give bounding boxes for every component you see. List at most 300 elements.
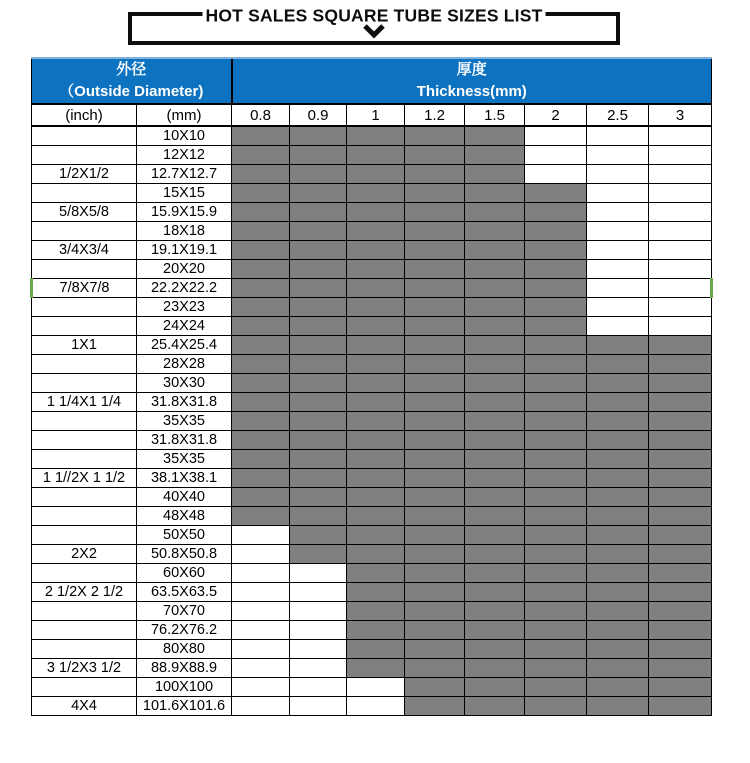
mm-size-cell: 70X70 [137, 601, 232, 620]
availability-cell [525, 126, 587, 145]
availability-cell [290, 696, 347, 715]
availability-cell [525, 620, 587, 639]
availability-cell [290, 202, 347, 221]
availability-cell [649, 316, 712, 335]
inch-size-cell [32, 354, 137, 373]
availability-cell [405, 544, 465, 563]
availability-cell [405, 316, 465, 335]
table-row [32, 411, 712, 430]
availability-cell [232, 677, 290, 696]
availability-cell [290, 677, 347, 696]
availability-cell [465, 145, 525, 164]
availability-cell [587, 183, 649, 202]
availability-cell [232, 430, 290, 449]
inch-size-cell [32, 506, 137, 525]
inch-size-cell [32, 430, 137, 449]
availability-cell [465, 202, 525, 221]
availability-cell [465, 164, 525, 183]
mm-size-cell: 10X10 [137, 126, 232, 145]
availability-cell [587, 696, 649, 715]
thickness-zh: 厚度 [456, 61, 487, 79]
availability-cell [347, 658, 405, 677]
inch-size-cell: 3 1/2X3 1/2 [32, 658, 137, 677]
availability-cell [649, 563, 712, 582]
availability-cell [465, 658, 525, 677]
availability-cell [290, 544, 347, 563]
mm-size-cell: 80X80 [137, 639, 232, 658]
inch-size-cell: 5/8X5/8 [32, 202, 137, 221]
availability-cell [347, 468, 405, 487]
availability-cell [649, 639, 712, 658]
mm-size-cell: 15.9X15.9 [137, 202, 232, 221]
subheader-cell: 1 [347, 104, 405, 126]
table-row [32, 183, 712, 202]
availability-cell [405, 639, 465, 658]
availability-cell [525, 278, 587, 297]
availability-cell [649, 202, 712, 221]
availability-cell [232, 183, 290, 202]
availability-cell [290, 468, 347, 487]
availability-cell [232, 392, 290, 411]
availability-cell [347, 411, 405, 430]
availability-cell [347, 240, 405, 259]
availability-cell [347, 335, 405, 354]
table-row [32, 677, 712, 696]
availability-cell [525, 202, 587, 221]
availability-cell [525, 563, 587, 582]
availability-cell [232, 240, 290, 259]
availability-cell [405, 202, 465, 221]
mm-size-cell: 23X23 [137, 297, 232, 316]
availability-cell [649, 677, 712, 696]
availability-cell [290, 297, 347, 316]
table-row [32, 487, 712, 506]
inch-size-cell [32, 221, 137, 240]
availability-cell [232, 525, 290, 544]
availability-cell [649, 240, 712, 259]
inch-size-cell: 2X2 [32, 544, 137, 563]
availability-cell [347, 392, 405, 411]
availability-cell [649, 658, 712, 677]
inch-size-cell [32, 620, 137, 639]
availability-cell [232, 221, 290, 240]
availability-cell [232, 620, 290, 639]
inch-size-cell [32, 259, 137, 278]
availability-cell [465, 335, 525, 354]
table-row [32, 202, 712, 221]
availability-cell [232, 696, 290, 715]
inch-size-cell [32, 316, 137, 335]
inch-size-cell [32, 183, 137, 202]
availability-cell [587, 677, 649, 696]
inch-size-cell [32, 297, 137, 316]
availability-cell [525, 677, 587, 696]
availability-cell [587, 297, 649, 316]
availability-cell [405, 183, 465, 202]
availability-cell [465, 411, 525, 430]
availability-cell [290, 487, 347, 506]
mm-size-cell: 28X28 [137, 354, 232, 373]
availability-cell [465, 392, 525, 411]
availability-cell [405, 278, 465, 297]
availability-cell [232, 126, 290, 145]
availability-cell [405, 392, 465, 411]
availability-cell [465, 677, 525, 696]
subheader-row [32, 104, 712, 126]
availability-cell [347, 487, 405, 506]
availability-cell [405, 601, 465, 620]
availability-cell [465, 601, 525, 620]
availability-cell [587, 221, 649, 240]
availability-cell [649, 145, 712, 164]
table-row [32, 563, 712, 582]
availability-cell [465, 563, 525, 582]
title-box [128, 5, 620, 45]
availability-cell [232, 582, 290, 601]
availability-cell [649, 582, 712, 601]
availability-cell [290, 449, 347, 468]
availability-cell [232, 354, 290, 373]
availability-cell [465, 354, 525, 373]
table-row [32, 506, 712, 525]
table-body [32, 126, 712, 715]
inch-size-cell: 1 1//2X 1 1/2 [32, 468, 137, 487]
availability-cell [232, 316, 290, 335]
availability-cell [587, 354, 649, 373]
availability-cell [587, 278, 649, 297]
availability-cell [347, 354, 405, 373]
availability-cell [649, 696, 712, 715]
table-row [32, 430, 712, 449]
availability-cell [347, 430, 405, 449]
availability-cell [290, 658, 347, 677]
table-row [32, 316, 712, 335]
mm-size-cell: 25.4X25.4 [137, 335, 232, 354]
availability-cell [405, 582, 465, 601]
table-row [32, 145, 712, 164]
availability-cell [525, 297, 587, 316]
subheader-cell: 1.2 [405, 104, 465, 126]
availability-cell [587, 506, 649, 525]
availability-cell [587, 316, 649, 335]
subheader-cell: 1.5 [465, 104, 525, 126]
availability-cell [232, 563, 290, 582]
mm-size-cell: 22.2X22.2 [137, 278, 232, 297]
availability-cell [465, 696, 525, 715]
availability-cell [525, 639, 587, 658]
mm-size-cell: 31.8X31.8 [137, 430, 232, 449]
availability-cell [232, 145, 290, 164]
availability-cell [465, 373, 525, 392]
availability-cell [465, 278, 525, 297]
availability-cell [587, 145, 649, 164]
availability-cell [290, 278, 347, 297]
thickness-header [232, 58, 712, 104]
table-row [32, 392, 712, 411]
availability-cell [525, 487, 587, 506]
mm-size-cell: 60X60 [137, 563, 232, 582]
subheader-cell: (mm) [137, 104, 232, 126]
availability-cell [525, 354, 587, 373]
mm-size-cell: 35X35 [137, 411, 232, 430]
availability-cell [290, 240, 347, 259]
availability-cell [587, 373, 649, 392]
table-row [32, 126, 712, 145]
mm-size-cell: 88.9X88.9 [137, 658, 232, 677]
availability-cell [465, 259, 525, 278]
availability-cell [347, 677, 405, 696]
availability-cell [525, 601, 587, 620]
availability-cell [405, 221, 465, 240]
availability-cell [405, 430, 465, 449]
availability-cell [649, 620, 712, 639]
availability-cell [347, 164, 405, 183]
mm-size-cell: 50X50 [137, 525, 232, 544]
availability-cell [525, 316, 587, 335]
availability-cell [525, 259, 587, 278]
mm-size-cell: 31.8X31.8 [137, 392, 232, 411]
inch-size-cell [32, 126, 137, 145]
inch-size-cell [32, 639, 137, 658]
availability-cell [649, 392, 712, 411]
availability-cell [347, 544, 405, 563]
availability-cell [465, 449, 525, 468]
inch-size-cell [32, 145, 137, 164]
availability-cell [649, 354, 712, 373]
availability-cell [232, 544, 290, 563]
availability-cell [525, 658, 587, 677]
availability-cell [405, 525, 465, 544]
availability-cell [405, 335, 465, 354]
availability-cell [525, 506, 587, 525]
availability-cell [290, 259, 347, 278]
availability-cell [290, 392, 347, 411]
availability-cell [290, 563, 347, 582]
thickness-en: Thickness(mm) [416, 83, 527, 100]
availability-cell [232, 278, 290, 297]
availability-cell [465, 525, 525, 544]
table-row [32, 278, 712, 297]
availability-cell [587, 468, 649, 487]
availability-cell [465, 468, 525, 487]
availability-cell [232, 259, 290, 278]
availability-cell [587, 411, 649, 430]
availability-cell [465, 582, 525, 601]
availability-cell [587, 164, 649, 183]
inch-size-cell: 1X1 [32, 335, 137, 354]
table-row [32, 449, 712, 468]
availability-cell [649, 487, 712, 506]
mm-size-cell: 100X100 [137, 677, 232, 696]
availability-cell [587, 582, 649, 601]
availability-cell [290, 582, 347, 601]
availability-cell [525, 373, 587, 392]
availability-cell [290, 164, 347, 183]
availability-cell [405, 373, 465, 392]
availability-cell [525, 411, 587, 430]
availability-cell [465, 544, 525, 563]
availability-cell [649, 601, 712, 620]
inch-size-cell: 7/8X7/8 [32, 278, 137, 297]
availability-cell [347, 221, 405, 240]
inch-size-cell: 1 1/4X1 1/4 [32, 392, 137, 411]
availability-cell [290, 183, 347, 202]
availability-cell [649, 335, 712, 354]
availability-cell [649, 449, 712, 468]
availability-cell [587, 620, 649, 639]
availability-cell [347, 582, 405, 601]
availability-cell [405, 297, 465, 316]
table-row [32, 639, 712, 658]
availability-cell [232, 487, 290, 506]
availability-cell [405, 449, 465, 468]
availability-cell [232, 411, 290, 430]
availability-cell [290, 525, 347, 544]
table-row [32, 335, 712, 354]
availability-cell [465, 126, 525, 145]
availability-cell [290, 373, 347, 392]
mm-size-cell: 40X40 [137, 487, 232, 506]
availability-cell [525, 582, 587, 601]
availability-cell [587, 202, 649, 221]
availability-cell [347, 449, 405, 468]
availability-cell [290, 316, 347, 335]
availability-cell [587, 487, 649, 506]
availability-cell [587, 658, 649, 677]
availability-cell [587, 392, 649, 411]
availability-cell [649, 297, 712, 316]
inch-size-cell [32, 411, 137, 430]
availability-cell [587, 259, 649, 278]
inch-size-cell: 1/2X1/2 [32, 164, 137, 183]
mm-size-cell: 63.5X63.5 [137, 582, 232, 601]
availability-cell [347, 563, 405, 582]
availability-cell [587, 449, 649, 468]
subheader-cell: 2 [525, 104, 587, 126]
availability-cell [649, 164, 712, 183]
mm-size-cell: 20X20 [137, 259, 232, 278]
outside-diameter-en: （Outside Diameter) [59, 83, 204, 100]
availability-cell [649, 183, 712, 202]
mm-size-cell: 15X15 [137, 183, 232, 202]
mm-size-cell: 76.2X76.2 [137, 620, 232, 639]
availability-cell [347, 506, 405, 525]
subheader-cell: (inch) [32, 104, 137, 126]
table-row [32, 544, 712, 563]
availability-cell [347, 126, 405, 145]
availability-cell [525, 430, 587, 449]
availability-cell [232, 373, 290, 392]
mm-size-cell: 18X18 [137, 221, 232, 240]
availability-cell [405, 126, 465, 145]
availability-cell [649, 373, 712, 392]
availability-cell [465, 639, 525, 658]
mm-size-cell: 19.1X19.1 [137, 240, 232, 259]
table-row [32, 620, 712, 639]
inch-size-cell [32, 487, 137, 506]
table-row [32, 582, 712, 601]
availability-cell [405, 354, 465, 373]
inch-size-cell [32, 373, 137, 392]
availability-cell [649, 278, 712, 297]
availability-cell [347, 145, 405, 164]
availability-cell [232, 202, 290, 221]
availability-cell [587, 639, 649, 658]
table-row [32, 373, 712, 392]
availability-cell [587, 335, 649, 354]
availability-cell [232, 601, 290, 620]
availability-cell [465, 297, 525, 316]
availability-cell [405, 506, 465, 525]
page-title: HOT SALES SQUARE TUBE SIZES LIST [203, 6, 546, 27]
mm-size-cell: 12.7X12.7 [137, 164, 232, 183]
availability-cell [405, 164, 465, 183]
availability-cell [405, 145, 465, 164]
availability-cell [525, 221, 587, 240]
table-row [32, 601, 712, 620]
availability-cell [649, 126, 712, 145]
availability-cell [649, 506, 712, 525]
availability-cell [290, 354, 347, 373]
availability-cell [232, 468, 290, 487]
availability-cell [649, 411, 712, 430]
table-row [32, 696, 712, 715]
main-header-row [32, 58, 712, 104]
table-row [32, 525, 712, 544]
mm-size-cell: 35X35 [137, 449, 232, 468]
availability-cell [290, 221, 347, 240]
availability-cell [587, 240, 649, 259]
availability-cell [525, 525, 587, 544]
inch-size-cell: 3/4X3/4 [32, 240, 137, 259]
availability-cell [347, 601, 405, 620]
availability-cell [232, 335, 290, 354]
availability-cell [290, 601, 347, 620]
inch-size-cell: 4X4 [32, 696, 137, 715]
availability-cell [587, 126, 649, 145]
inch-size-cell [32, 563, 137, 582]
subheader-cell: 0.8 [232, 104, 290, 126]
availability-cell [290, 335, 347, 354]
availability-cell [405, 696, 465, 715]
availability-cell [587, 601, 649, 620]
availability-cell [405, 240, 465, 259]
availability-cell [649, 259, 712, 278]
mm-size-cell: 24X24 [137, 316, 232, 335]
availability-cell [649, 221, 712, 240]
inch-size-cell [32, 449, 137, 468]
mm-size-cell: 50.8X50.8 [137, 544, 232, 563]
availability-cell [405, 620, 465, 639]
availability-cell [347, 259, 405, 278]
table-row [32, 468, 712, 487]
availability-cell [465, 221, 525, 240]
table-row [32, 297, 712, 316]
availability-cell [405, 563, 465, 582]
availability-cell [587, 544, 649, 563]
outside-diameter-zh: 外径 [116, 61, 147, 79]
availability-cell [232, 449, 290, 468]
outside-diameter-header [32, 58, 232, 104]
availability-cell [649, 525, 712, 544]
availability-cell [525, 544, 587, 563]
availability-cell [347, 696, 405, 715]
availability-cell [465, 487, 525, 506]
availability-cell [290, 639, 347, 658]
availability-cell [405, 658, 465, 677]
availability-cell [525, 392, 587, 411]
availability-cell [347, 525, 405, 544]
